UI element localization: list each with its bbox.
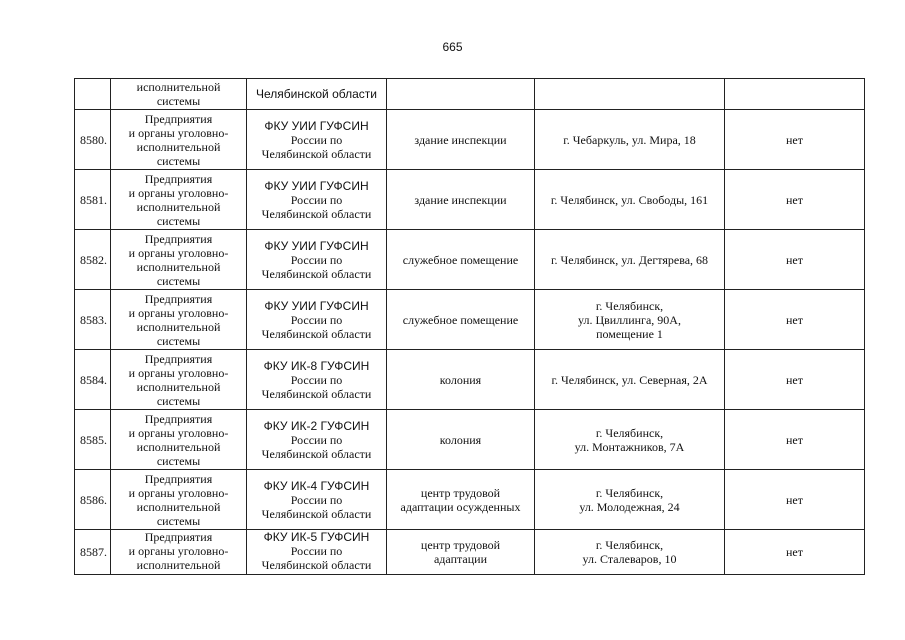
cell-number: 8582. (75, 230, 111, 290)
cell-organization (247, 530, 387, 575)
cell-line: г. Челябинск, (595, 298, 664, 313)
cell-line: центр трудовой (420, 538, 501, 552)
cell-object-type (387, 470, 535, 530)
cell-line: ФКУ ИК-2 ГУФСИН (263, 418, 370, 433)
cell-line: г. Чебаркуль, ул. Мира, 18 (563, 132, 696, 147)
cell-line: и органы уголовно- (128, 185, 229, 200)
cell-organization (247, 170, 387, 230)
cell-organization (247, 110, 387, 170)
cell-object-type (387, 290, 535, 350)
cell-object-type (387, 110, 535, 170)
cell-number: 8587. (75, 530, 111, 575)
cell-line: Челябинской области (261, 446, 372, 461)
cell-category (111, 290, 247, 350)
cell-line: и органы уголовно- (128, 544, 229, 558)
cell-category (111, 350, 247, 410)
cell-line: г. Челябинск, ул. Дегтярева, 68 (550, 252, 709, 267)
table-row (75, 350, 865, 410)
table-row (75, 290, 865, 350)
cell-line: системы (156, 453, 201, 468)
cell-line: Челябинской области (261, 386, 372, 401)
cell-address (535, 410, 725, 470)
registry-table (74, 78, 865, 575)
cell-flag: нет (725, 290, 865, 350)
cell-object-type (387, 79, 535, 110)
cell-line: Предприятия (144, 351, 213, 366)
cell-line: Челябинской области (261, 506, 372, 521)
cell-line: служебное помещение (402, 312, 519, 327)
cell-line: Предприятия (144, 231, 213, 246)
cell-line: г. Челябинск, (595, 538, 664, 552)
cell-line: России по (290, 432, 343, 447)
cell-line: Предприятия (144, 411, 213, 426)
cell-line: г. Челябинск, (595, 425, 664, 440)
table-row-continuation (75, 79, 865, 110)
cell-line: здание инспекции (414, 192, 507, 207)
cell-line: исполнительной (136, 558, 221, 572)
cell-organization (247, 230, 387, 290)
cell-line: и органы уголовно- (128, 425, 229, 440)
cell-flag: нет (725, 530, 865, 575)
cell-address (535, 290, 725, 350)
cell-line: адаптации (433, 552, 487, 566)
cell-line: Челябинской области (261, 206, 372, 221)
cell-line: системы (156, 513, 201, 528)
cell-line: ул. Монтажников, 7А (574, 439, 685, 454)
cell-object-type (387, 350, 535, 410)
cell-line: колония (439, 372, 482, 387)
cell-line: и органы уголовно- (128, 125, 229, 140)
cell-line: системы (156, 273, 201, 288)
cell-category (111, 79, 247, 110)
table-row (75, 110, 865, 170)
cell-line: помещение 1 (596, 326, 663, 341)
cell-line: исполнительной (136, 439, 221, 454)
cell-line: системы (156, 153, 201, 168)
cell-number: 8585. (75, 410, 111, 470)
cell-line: центр трудовой (420, 485, 501, 500)
cell-number (75, 79, 111, 110)
cell-line: исполнительной (136, 80, 221, 94)
cell-line: г. Челябинск, ул. Свободы, 161 (550, 192, 709, 207)
cell-category (111, 170, 247, 230)
cell-line: России по (290, 132, 343, 147)
cell-address (535, 230, 725, 290)
cell-line: и органы уголовно- (128, 485, 229, 500)
table-row (75, 230, 865, 290)
cell-category (111, 110, 247, 170)
cell-line: колония (439, 432, 482, 447)
cell-object-type (387, 410, 535, 470)
cell-line: России по (290, 372, 343, 387)
page-number: 665 (442, 40, 463, 54)
cell-object-type (387, 230, 535, 290)
cell-line: ФКУ ИК-4 ГУФСИН (263, 478, 370, 493)
cell-line: Предприятия (144, 291, 213, 306)
cell-address (535, 530, 725, 575)
cell-address (535, 110, 725, 170)
cell-address (535, 350, 725, 410)
cell-line: ФКУ УИИ ГУФСИН (264, 298, 369, 313)
cell-line: системы (156, 213, 201, 228)
cell-line: Челябинской области (256, 87, 377, 101)
cell-address (535, 79, 725, 110)
cell-organization (247, 79, 387, 110)
cell-line: Челябинской области (261, 146, 372, 161)
cell-address (535, 470, 725, 530)
cell-line: г. Челябинск, ул. Северная, 2А (551, 372, 708, 387)
cell-flag: нет (725, 170, 865, 230)
cell-flag: нет (725, 350, 865, 410)
table-row (75, 470, 865, 530)
cell-line: ФКУ ИК-8 ГУФСИН (263, 358, 370, 373)
cell-line: исполнительной (136, 139, 221, 154)
cell-organization (247, 470, 387, 530)
cell-flag: нет (725, 110, 865, 170)
cell-line: здание инспекции (414, 132, 507, 147)
cell-line: Челябинской области (261, 326, 372, 341)
cell-line: Предприятия (144, 171, 213, 186)
cell-line: системы (156, 94, 201, 108)
cell-flag: нет (725, 470, 865, 530)
cell-line: системы (156, 393, 201, 408)
cell-flag: нет (725, 230, 865, 290)
cell-line: исполнительной (136, 199, 221, 214)
cell-line: России по (290, 544, 343, 558)
cell-line: г. Челябинск, (595, 485, 664, 500)
cell-line: ул. Цвиллинга, 90А, (578, 312, 681, 327)
cell-line: Предприятия (144, 471, 213, 486)
cell-line: России по (290, 492, 343, 507)
cell-number: 8581. (75, 170, 111, 230)
table-row (75, 410, 865, 470)
cell-line: исполнительной (136, 259, 221, 274)
cell-category (111, 230, 247, 290)
cell-number: 8583. (75, 290, 111, 350)
cell-line: Челябинской области (261, 266, 372, 281)
cell-line: ФКУ УИИ ГУФСИН (264, 238, 369, 253)
cell-line: системы (156, 333, 201, 348)
cell-number: 8584. (75, 350, 111, 410)
cell-line: Челябинской области (261, 558, 372, 572)
cell-line: и органы уголовно- (128, 365, 229, 380)
cell-line: Предприятия (144, 530, 213, 544)
cell-line: ул. Сталеваров, 10 (582, 552, 677, 566)
cell-line: адаптации осужденных (400, 499, 521, 514)
cell-line: ФКУ УИИ ГУФСИН (264, 178, 369, 193)
table-row (75, 170, 865, 230)
cell-line: исполнительной (136, 499, 221, 514)
cell-line: ул. Молодежная, 24 (579, 499, 680, 514)
cell-organization (247, 290, 387, 350)
cell-line: России по (290, 252, 343, 267)
cell-line: ФКУ ИК-5 ГУФСИН (263, 530, 370, 544)
cell-category (111, 410, 247, 470)
cell-line: исполнительной (136, 319, 221, 334)
cell-number: 8586. (75, 470, 111, 530)
table-row (75, 530, 865, 575)
cell-number: 8580. (75, 110, 111, 170)
cell-line: ФКУ УИИ ГУФСИН (264, 118, 369, 133)
cell-object-type (387, 530, 535, 575)
cell-line: Предприятия (144, 111, 213, 126)
cell-object-type (387, 170, 535, 230)
cell-category (111, 530, 247, 575)
cell-line: России по (290, 312, 343, 327)
cell-line: служебное помещение (402, 252, 519, 267)
cell-organization (247, 350, 387, 410)
cell-flag: нет (725, 410, 865, 470)
cell-line: России по (290, 192, 343, 207)
cell-line: и органы уголовно- (128, 245, 229, 260)
cell-flag (725, 79, 865, 110)
registry-table-body (75, 79, 865, 575)
cell-organization (247, 410, 387, 470)
cell-address (535, 170, 725, 230)
cell-category (111, 470, 247, 530)
cell-line: и органы уголовно- (128, 305, 229, 320)
cell-line: исполнительной (136, 379, 221, 394)
